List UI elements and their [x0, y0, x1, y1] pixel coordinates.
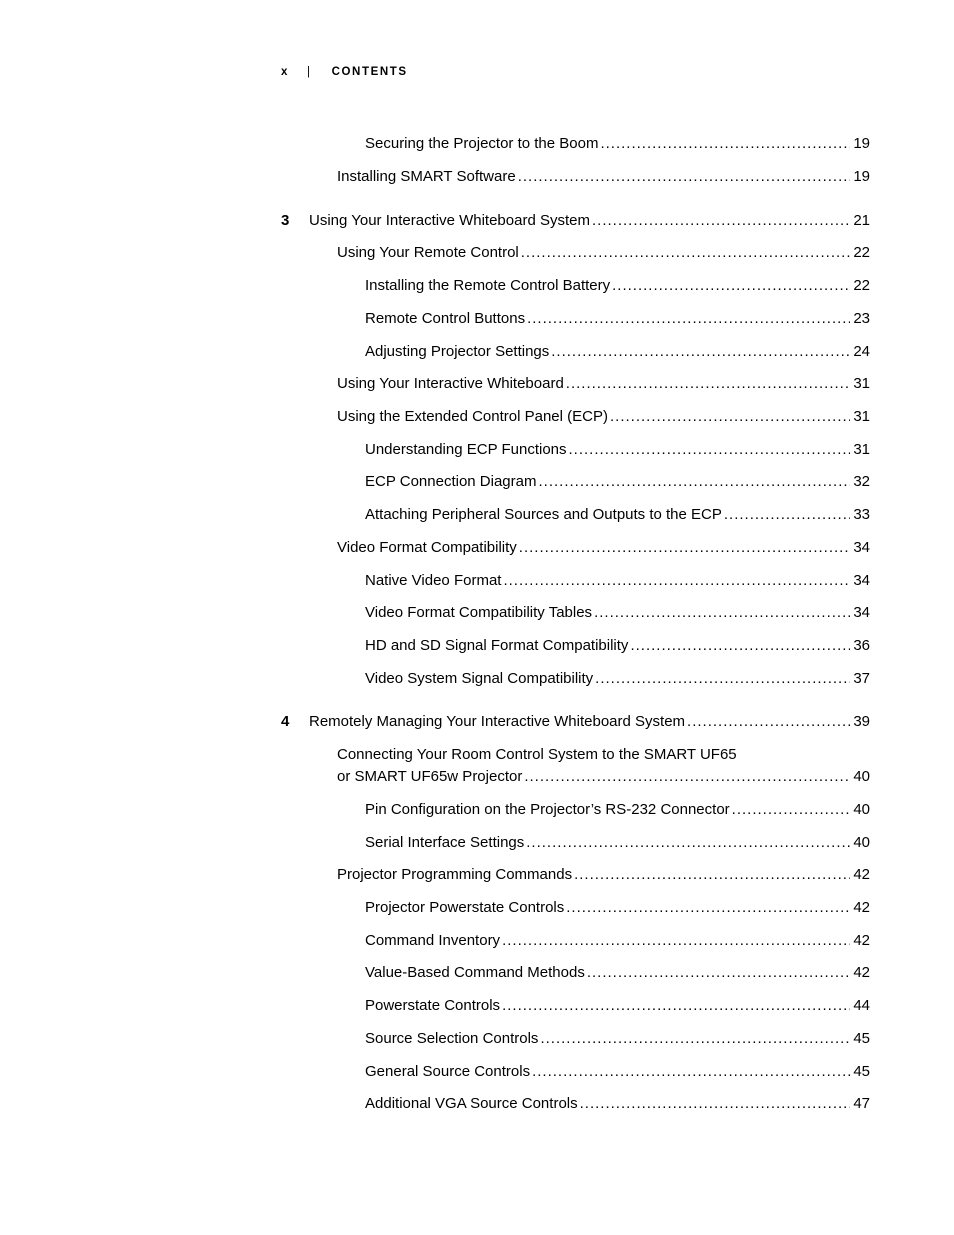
- toc-entry-title: Value-Based Command Methods: [365, 964, 585, 981]
- running-head: [281, 66, 408, 78]
- toc-entry-page: 40: [853, 768, 870, 785]
- dot-leader: [521, 242, 851, 264]
- toc-entry-title: Remotely Managing Your Interactive Whiteboard System: [309, 713, 686, 730]
- toc-entry-title: General Source Controls: [365, 1063, 531, 1080]
- toc-entry-page: 34: [853, 572, 870, 589]
- toc-entry-page: 23: [853, 310, 870, 327]
- dot-leader: [574, 864, 850, 886]
- dot-leader: [630, 635, 850, 657]
- toc-entry-title: HD and SD Signal Format Compatibility: [365, 637, 629, 654]
- dot-leader: [540, 1028, 850, 1050]
- dot-leader: [612, 275, 850, 297]
- dot-leader: [526, 832, 850, 854]
- toc-entry-page: 47: [853, 1095, 870, 1112]
- toc-entry-title: Adjusting Projector Settings: [365, 343, 550, 360]
- dot-leader: [503, 570, 850, 592]
- toc-entry-title: Source Selection Controls: [365, 1030, 539, 1047]
- toc-entry-level3[interactable]: [365, 308, 870, 330]
- dot-leader: [732, 799, 851, 821]
- dot-leader: [524, 766, 850, 788]
- toc-entry-title: Additional VGA Source Controls: [365, 1095, 578, 1112]
- toc-entry-title: Understanding ECP Functions: [365, 441, 567, 458]
- dot-leader: [502, 930, 850, 952]
- toc-entry-level3[interactable]: [365, 897, 870, 919]
- dot-leader: [687, 711, 850, 733]
- dot-leader: [502, 995, 850, 1017]
- toc-entry-page: 40: [853, 801, 870, 818]
- toc-entry-page: 39: [853, 713, 870, 730]
- toc-entry-title: Installing the Remote Control Battery: [365, 277, 611, 294]
- toc-entry-level2[interactable]: [337, 242, 870, 264]
- toc-entry-level2[interactable]: [337, 864, 870, 886]
- toc-chapter-entry[interactable]: [281, 711, 870, 733]
- toc-entry-level3[interactable]: [365, 1061, 870, 1083]
- toc-entry-page: 33: [853, 506, 870, 523]
- toc-entry-page: 22: [853, 244, 870, 261]
- toc-entry-title: Serial Interface Settings: [365, 834, 525, 851]
- toc-entry-page: 36: [853, 637, 870, 654]
- toc-entry-title: Video Format Compatibility: [337, 539, 517, 556]
- dot-leader: [592, 210, 850, 232]
- toc-entry-page: 22: [853, 277, 870, 294]
- toc-entry-page: 31: [853, 375, 870, 392]
- toc-entry-level3[interactable]: [365, 471, 870, 493]
- toc-entry-page: 40: [853, 834, 870, 851]
- toc-entry-title: Securing the Projector to the Boom: [365, 135, 599, 152]
- toc-entry-title: Pin Configuration on the Projector’s RS-232 Connector: [365, 801, 730, 818]
- dot-leader: [566, 373, 851, 395]
- toc-entry-level2[interactable]: [337, 537, 870, 559]
- toc-entry-page: 31: [853, 441, 870, 458]
- page-number: x: [281, 66, 289, 78]
- dot-leader: [569, 439, 851, 461]
- toc-entry-page: 42: [853, 932, 870, 949]
- toc-entry-level3[interactable]: [365, 668, 870, 690]
- dot-leader: [610, 406, 850, 428]
- dot-leader: [527, 308, 850, 330]
- dot-leader: [566, 897, 850, 919]
- toc-entry-title: Attaching Peripheral Sources and Outputs to the ECP: [365, 506, 722, 523]
- header-separator: |: [307, 66, 312, 78]
- dot-leader: [580, 1093, 851, 1115]
- toc-entry-title: Using Your Interactive Whiteboard: [337, 375, 564, 392]
- toc-entry-page: 24: [853, 343, 870, 360]
- toc-entry-title: Projector Powerstate Controls: [365, 899, 565, 916]
- toc-entry-level3[interactable]: [365, 341, 870, 363]
- toc-entry-level2[interactable]: [337, 166, 870, 188]
- toc-entry-page: 45: [853, 1030, 870, 1047]
- chapter-number: 4: [281, 713, 290, 730]
- toc-entry-page: 21: [853, 212, 870, 229]
- toc-entry-page: 42: [853, 866, 870, 883]
- toc-entry-level3[interactable]: [365, 439, 870, 461]
- toc-entry-level3[interactable]: [365, 930, 870, 952]
- dot-leader: [600, 133, 850, 155]
- toc-entry-page: 32: [853, 473, 870, 490]
- toc-entry-title: Projector Programming Commands: [337, 866, 573, 883]
- toc-entry-page: 45: [853, 1063, 870, 1080]
- toc-entry-title-line1: Connecting Your Room Control System to the SMART UF65: [337, 746, 737, 763]
- dot-leader: [518, 166, 851, 188]
- toc-entry-page: 19: [853, 168, 870, 185]
- toc-entry-level3[interactable]: [365, 275, 870, 297]
- toc-entry-level3[interactable]: [365, 995, 870, 1017]
- toc-entry-page: 34: [853, 604, 870, 621]
- toc-entry-level3[interactable]: [365, 1028, 870, 1050]
- toc-entry-page: 37: [853, 670, 870, 687]
- dot-leader: [519, 537, 851, 559]
- toc-entry-level3[interactable]: [365, 602, 870, 624]
- dot-leader: [587, 962, 850, 984]
- toc-entry-page: 42: [853, 964, 870, 981]
- toc-entry-title: Powerstate Controls: [365, 997, 501, 1014]
- dot-leader: [538, 471, 850, 493]
- toc-entry-page: 34: [853, 539, 870, 556]
- toc-entry-level3[interactable]: [365, 504, 870, 526]
- dot-leader: [724, 504, 850, 526]
- toc-entry-title: or SMART UF65w Projector: [337, 768, 523, 785]
- toc-entry-level3[interactable]: [365, 799, 870, 821]
- toc-entry-title: Remote Control Buttons: [365, 310, 526, 327]
- toc-entry-page: 44: [853, 997, 870, 1014]
- toc-entry-page: 42: [853, 899, 870, 916]
- dot-leader: [532, 1061, 850, 1083]
- toc-entry-title: Video System Signal Compatibility: [365, 670, 594, 687]
- toc-entry-level2[interactable]: [337, 746, 870, 788]
- toc-entry-level3[interactable]: [365, 832, 870, 854]
- toc-entry-title: Using Your Interactive Whiteboard System: [309, 212, 590, 229]
- toc-entry-page: 19: [853, 135, 870, 152]
- toc-entry-title: Using Your Remote Control: [337, 244, 519, 261]
- toc-entry-title: Using the Extended Control Panel (ECP): [337, 408, 608, 425]
- section-title: CONTENTS: [331, 66, 408, 78]
- dot-leader: [594, 602, 850, 624]
- toc-entry-level3[interactable]: [365, 962, 870, 984]
- chapter-number: 3: [281, 212, 290, 229]
- toc-entry-level3[interactable]: [365, 570, 870, 592]
- toc-entry-level3[interactable]: [365, 1093, 870, 1115]
- toc-entry-page: 31: [853, 408, 870, 425]
- dot-leader: [595, 668, 850, 690]
- toc-chapter-entry[interactable]: [281, 210, 870, 232]
- toc-entry-title: Video Format Compatibility Tables: [365, 604, 593, 621]
- toc-entry-title: ECP Connection Diagram: [365, 473, 537, 490]
- toc-entry-level3[interactable]: [365, 635, 870, 657]
- toc-entry-title: Installing SMART Software: [337, 168, 516, 185]
- toc-entry-title: Native Video Format: [365, 572, 502, 589]
- toc-entry-title: Command Inventory: [365, 932, 501, 949]
- toc-entry-level3[interactable]: [365, 133, 870, 155]
- toc-entry-level2[interactable]: [337, 373, 870, 395]
- toc-entry-level2[interactable]: [337, 406, 870, 428]
- dot-leader: [551, 341, 850, 363]
